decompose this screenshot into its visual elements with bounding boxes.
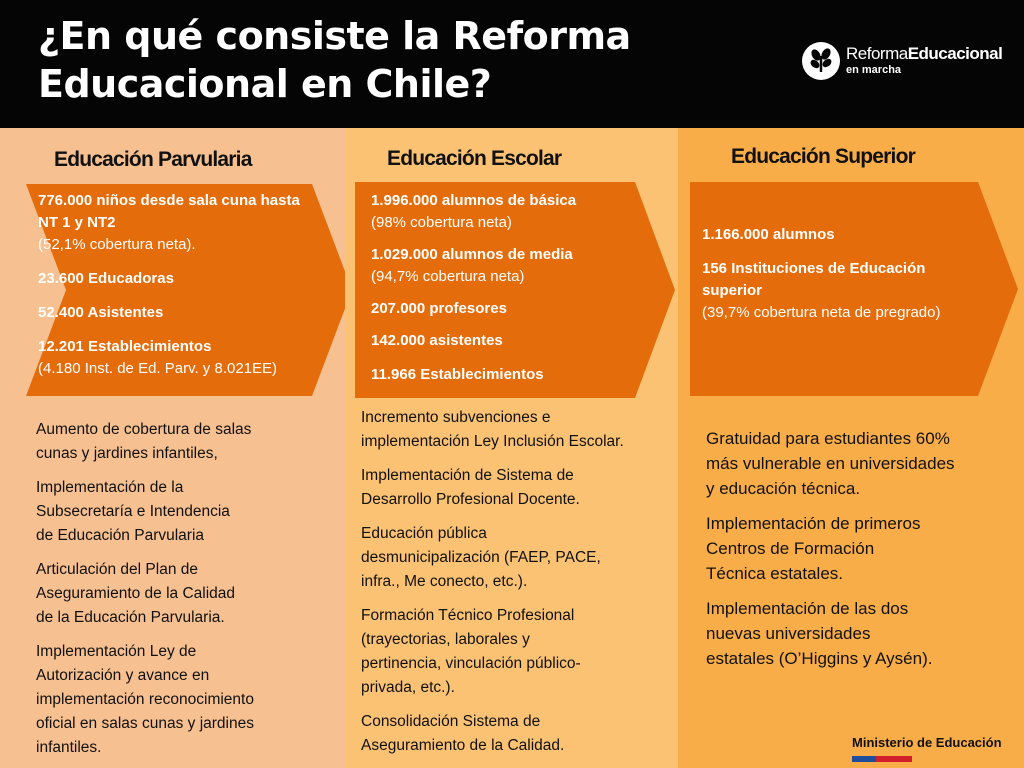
list-item: Educación pública desmunicipalización (FAEP, PACE, infra., Me conecto, etc.). [361,525,601,590]
logo-subtitle: en marcha [846,64,902,76]
stat-item: 11.966 Establecimientos [371,366,544,383]
stats-box [38,190,308,392]
stat-item: 23.600 Educadoras [38,270,174,287]
stat-item: 776.000 niños desde sala cuna hasta NT 1 y NT2 (52,1% cobertura neta). [38,192,300,253]
title-line-2: Educacional en Chile? [38,62,492,106]
stat-item: 142.000 asistentes [371,332,503,349]
list-item: Consolidación Sistema de Aseguramiento de la Calidad. [361,713,565,754]
stat-item: 1.166.000 alumnos [702,226,835,243]
column-title: Educación Parvularia [54,148,252,171]
list-item: Aumento de cobertura de salas cunas y jardines infantiles, [36,421,252,462]
list-item: Gratuidad para estudiantes 60% más vulnerable en universidades y educación técnica. [706,429,955,498]
list-item: Incremento subvenciones e implementación Ley Inclusión Escolar. [361,409,624,450]
header-bar [0,0,1024,128]
list-item: Implementación de las dos nuevas universidades estatales (O’Higgins y Aysén). [706,599,933,668]
column-superior [678,128,1024,768]
title-line-1: ¿En qué consiste la Reforma [38,14,631,58]
ministry-name: Ministerio de Educación [852,735,1002,750]
stat-item: 1.029.000 alumnos de media (94,7% cobertura neta) [371,246,573,285]
stat-item: 156 Instituciones de Educación superior (39,7% cobertura neta de pregrado) [702,260,941,321]
initiatives-list [36,418,336,768]
list-item: Implementación de Sistema de Desarrollo Profesional Docente. [361,467,580,508]
stat-item: 1.996.000 alumnos de básica (98% cobertura neta) [371,192,577,231]
list-item: Implementación de primeros Centros de Formación Técnica estatales. [706,514,921,583]
initiatives-list [361,406,677,768]
list-item: Implementación Ley de Autorización y avance en implementación reconocimiento oficial en salas cunas y jardines infantiles. [36,643,254,756]
list-item: Formación Técnico Profesional (trayectorias, laborales y pertinencia, vinculación público- privada, etc.). [361,607,581,696]
tree-icon [802,42,840,80]
list-item: Articulación del Plan de Aseguramiento de la Calidad de la Educación Parvularia. [36,561,236,626]
column-title: Educación Escolar [387,147,562,170]
column-title: Educación Superior [731,145,915,168]
ministerio-logo [852,734,1004,768]
list-item: Implementación de la Subsecretaría e Intendencia de Educación Parvularia [36,479,230,544]
stat-item: 207.000 profesores [371,300,507,317]
column-escolar [345,128,678,768]
column-parvularia [0,128,345,768]
stat-item: 52.400 Asistentes [38,304,164,321]
page-title [38,12,631,108]
logo-brand: ReformaEducacional [846,44,1003,63]
stats-box [702,224,942,336]
flag-stripe-icon [852,756,912,762]
initiatives-list [706,426,1016,681]
stats-box [371,190,641,398]
stat-item: 12.201 Establecimientos (4.180 Inst. de Ed. Parv. y 8.021EE) [38,338,278,377]
reforma-logo [802,42,1012,82]
